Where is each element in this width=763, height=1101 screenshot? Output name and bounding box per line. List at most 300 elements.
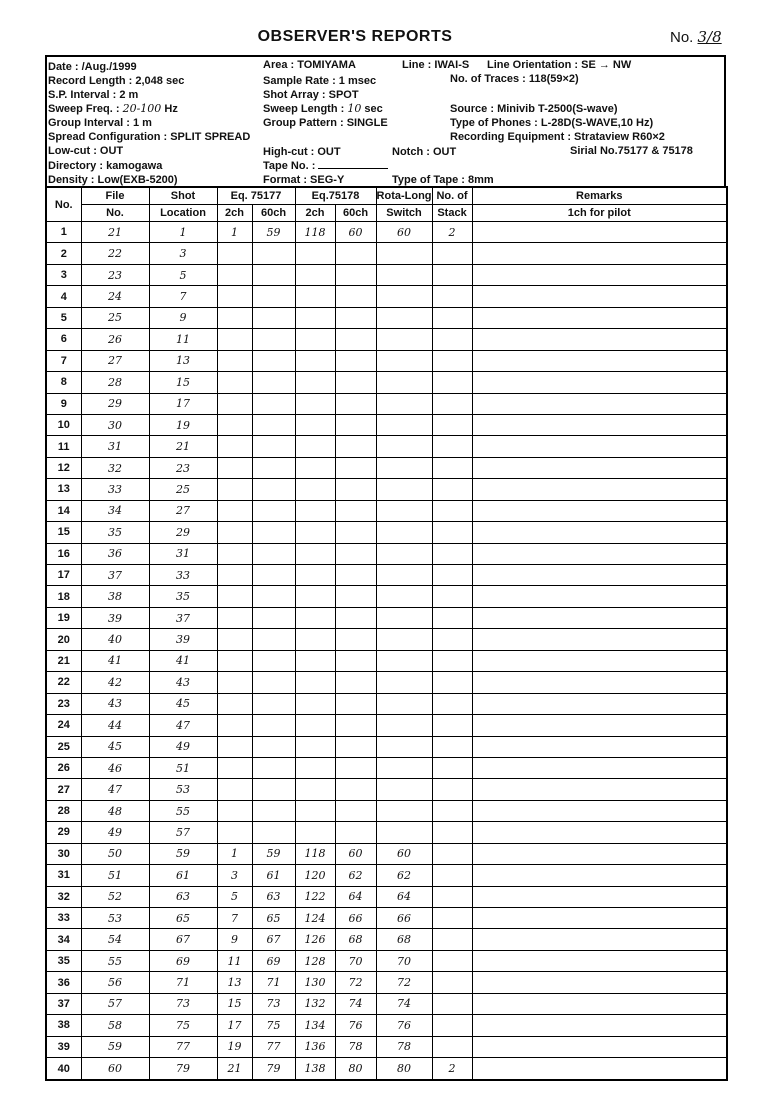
tape-no-label: Tape No. : (263, 160, 316, 172)
eq1-60ch-cell (252, 500, 295, 521)
row-number-cell: 22 (46, 672, 81, 693)
rota-switch-cell: 64 (376, 886, 432, 907)
low-cut-field: Low-cut : OUT (48, 145, 124, 157)
eq2-60ch-cell (335, 779, 376, 800)
eq1-60ch-cell (252, 436, 295, 457)
table-row (46, 436, 727, 457)
row-number-cell: 23 (46, 693, 81, 714)
rota-switch-cell: 80 (376, 1058, 432, 1080)
eq2-60ch-cell: 70 (335, 950, 376, 971)
eq2-2ch-cell (295, 393, 335, 414)
shot-location-cell: 53 (149, 779, 217, 800)
shot-location-cell: 77 (149, 1036, 217, 1057)
eq2-2ch-cell (295, 414, 335, 435)
table-row (46, 543, 727, 564)
tape-type-field: Type of Tape : 8mm (392, 174, 494, 186)
eq1-60ch-cell (252, 307, 295, 328)
table-row (46, 886, 727, 907)
shot-location-cell: 33 (149, 565, 217, 586)
row-number-cell: 31 (46, 865, 81, 886)
file-number-cell: 21 (81, 222, 149, 243)
eq2-2ch-cell (295, 329, 335, 350)
sample-rate-field: Sample Rate : 1 msec (263, 75, 377, 87)
eq2-2ch-cell (295, 307, 335, 328)
row-number-cell: 3 (46, 264, 81, 285)
eq1-2ch-cell: 5 (217, 886, 252, 907)
file-number-cell: 31 (81, 436, 149, 457)
file-number-cell: 54 (81, 929, 149, 950)
eq1-2ch-cell (217, 693, 252, 714)
stack-count-cell (432, 715, 472, 736)
eq2-60ch-cell: 72 (335, 972, 376, 993)
eq1-60ch-cell (252, 457, 295, 478)
source-field: Source : Minivib T-2500(S-wave) (450, 103, 618, 115)
rota-switch-cell (376, 565, 432, 586)
file-number-cell: 41 (81, 650, 149, 671)
stack-count-cell (432, 629, 472, 650)
eq2-60ch-cell (335, 822, 376, 843)
file-number-cell: 60 (81, 1058, 149, 1080)
table-row (46, 715, 727, 736)
sweep-freq-value: 20-100 (122, 102, 162, 115)
rota-switch-cell (376, 307, 432, 328)
eq2-2ch-cell (295, 779, 335, 800)
line-field: Line : IWAI-S (402, 59, 470, 71)
shot-location-cell: 1 (149, 222, 217, 243)
table-row (46, 629, 727, 650)
eq2-2ch-cell: 118 (295, 843, 335, 864)
table-row (46, 650, 727, 671)
eq2-60ch-cell (335, 757, 376, 778)
eq1-2ch-cell (217, 565, 252, 586)
remarks-cell (472, 672, 727, 693)
eq1-60ch-cell (252, 586, 295, 607)
stack-count-cell (432, 586, 472, 607)
row-number-cell: 38 (46, 1015, 81, 1036)
eq1-2ch-cell: 9 (217, 929, 252, 950)
rota-switch-cell (376, 736, 432, 757)
stack-count-cell (432, 886, 472, 907)
table-row (46, 286, 727, 307)
remarks-cell (472, 436, 727, 457)
shot-location-cell: 31 (149, 543, 217, 564)
row-number-cell: 18 (46, 586, 81, 607)
table-row (46, 307, 727, 328)
file-number-cell: 25 (81, 307, 149, 328)
table-row (46, 607, 727, 628)
shot-location-cell: 75 (149, 1015, 217, 1036)
rota-switch-cell (376, 715, 432, 736)
num-traces-field: No. of Traces : 118(59×2) (450, 73, 579, 85)
rota-switch-cell (376, 500, 432, 521)
eq1-60ch-cell (252, 822, 295, 843)
file-number-cell: 57 (81, 993, 149, 1014)
rota-switch-cell (376, 350, 432, 371)
sweep-freq-unit: Hz (164, 103, 178, 115)
stack-count-cell (432, 436, 472, 457)
eq1-2ch-cell (217, 264, 252, 285)
shot-location-cell: 45 (149, 693, 217, 714)
rota-switch-cell (376, 457, 432, 478)
sweep-length-value: 10 (347, 102, 362, 115)
row-number-cell: 8 (46, 372, 81, 393)
stack-count-cell (432, 1036, 472, 1057)
eq1-2ch-cell (217, 329, 252, 350)
shot-location-cell: 35 (149, 586, 217, 607)
shot-location-cell: 25 (149, 479, 217, 500)
eq1-60ch-cell (252, 607, 295, 628)
line-orientation-field: Line Orientation : SE → NW (487, 59, 632, 71)
format-field: Format : SEG-Y (263, 174, 345, 186)
table-row (46, 222, 727, 243)
group-interval-field: Group Interval : 1 m (48, 117, 152, 129)
table-row (46, 993, 727, 1014)
remarks-cell (472, 286, 727, 307)
eq2-2ch-cell: 132 (295, 993, 335, 1014)
eq2-60ch-cell (335, 264, 376, 285)
eq1-2ch-cell (217, 672, 252, 693)
page-title: OBSERVER'S REPORTS (257, 28, 453, 45)
shot-location-cell: 19 (149, 414, 217, 435)
table-row (46, 908, 727, 929)
sweep-freq-label: Sweep Freq. : (48, 103, 120, 115)
table-row (46, 1036, 727, 1057)
eq2-60ch-cell: 80 (335, 1058, 376, 1080)
eq2-2ch-cell (295, 607, 335, 628)
remarks-cell (472, 586, 727, 607)
eq1-2ch-cell (217, 779, 252, 800)
date-field: Date : /Aug./1999 (48, 61, 137, 73)
file-number-cell: 22 (81, 243, 149, 264)
stack-count-cell (432, 757, 472, 778)
remarks-cell (472, 1015, 727, 1036)
eq1-2ch-cell (217, 372, 252, 393)
stack-count-cell (432, 479, 472, 500)
remarks-cell (472, 822, 727, 843)
stack-count-cell (432, 865, 472, 886)
rota-switch-cell (376, 543, 432, 564)
file-number-cell: 43 (81, 693, 149, 714)
sweep-freq-field (48, 103, 178, 115)
rota-switch-cell (376, 393, 432, 414)
rota-switch-cell: 60 (376, 222, 432, 243)
shot-location-cell: 59 (149, 843, 217, 864)
eq1-2ch-cell: 17 (217, 1015, 252, 1036)
remarks-cell (472, 757, 727, 778)
eq2-2ch-cell (295, 822, 335, 843)
row-number-cell: 16 (46, 543, 81, 564)
file-number-cell: 23 (81, 264, 149, 285)
shot-location-cell: 43 (149, 672, 217, 693)
rota-switch-cell: 76 (376, 1015, 432, 1036)
document-number-value: 3/8 (697, 28, 722, 46)
table-row (46, 1015, 727, 1036)
remarks-cell (472, 222, 727, 243)
file-number-cell: 49 (81, 822, 149, 843)
file-number-cell: 50 (81, 843, 149, 864)
row-number-cell: 17 (46, 565, 81, 586)
sweep-length-label: Sweep Length : (263, 103, 345, 115)
eq1-60ch-cell (252, 522, 295, 543)
eq1-60ch-cell (252, 757, 295, 778)
density-field: Density : Low(EXB-5200) (48, 174, 178, 186)
table-row (46, 672, 727, 693)
stack-count-cell (432, 736, 472, 757)
row-number-cell: 35 (46, 950, 81, 971)
remarks-cell (472, 929, 727, 950)
table-row (46, 800, 727, 821)
shot-location-cell: 49 (149, 736, 217, 757)
high-cut-field: High-cut : OUT (263, 146, 341, 158)
shot-location-cell: 17 (149, 393, 217, 414)
eq1-2ch-cell (217, 393, 252, 414)
document-number-label: No. (670, 29, 694, 46)
stack-count-cell (432, 908, 472, 929)
shot-location-cell: 41 (149, 650, 217, 671)
remarks-cell (472, 843, 727, 864)
shot-location-cell: 23 (149, 457, 217, 478)
eq1-60ch-cell (252, 715, 295, 736)
eq1-60ch-cell (252, 479, 295, 500)
rota-switch-cell (376, 822, 432, 843)
stack-count-cell (432, 522, 472, 543)
eq1-60ch-cell: 67 (252, 929, 295, 950)
eq2-60ch-cell (335, 607, 376, 628)
row-number-cell: 14 (46, 500, 81, 521)
shot-location-cell: 29 (149, 522, 217, 543)
eq2-60ch-cell: 78 (335, 1036, 376, 1057)
row-number-cell: 33 (46, 908, 81, 929)
shot-location-cell: 37 (149, 607, 217, 628)
eq1-2ch-cell (217, 543, 252, 564)
rota-switch-cell (376, 243, 432, 264)
row-number-cell: 39 (46, 1036, 81, 1057)
eq1-60ch-cell (252, 243, 295, 264)
col-header-stack-count: Stack (432, 205, 472, 222)
rota-switch-cell (376, 757, 432, 778)
rota-switch-cell (376, 693, 432, 714)
eq1-60ch-cell (252, 672, 295, 693)
shot-location-cell: 5 (149, 264, 217, 285)
eq2-60ch-cell (335, 736, 376, 757)
table-row (46, 586, 727, 607)
eq1-60ch-cell (252, 414, 295, 435)
sweep-length-field (263, 103, 383, 115)
remarks-cell (472, 243, 727, 264)
eq2-2ch-cell (295, 650, 335, 671)
eq1-60ch-cell (252, 393, 295, 414)
eq2-60ch-cell (335, 436, 376, 457)
eq2-60ch-cell (335, 586, 376, 607)
file-number-cell: 44 (81, 715, 149, 736)
table-row (46, 843, 727, 864)
file-number-cell: 38 (81, 586, 149, 607)
table-row (46, 1058, 727, 1080)
shot-location-cell: 71 (149, 972, 217, 993)
eq1-2ch-cell (217, 715, 252, 736)
eq2-60ch-cell (335, 393, 376, 414)
eq1-2ch-cell (217, 414, 252, 435)
eq2-60ch-cell (335, 329, 376, 350)
stack-count-cell (432, 843, 472, 864)
eq1-2ch-cell: 7 (217, 908, 252, 929)
rota-switch-cell: 62 (376, 865, 432, 886)
stack-count-cell (432, 543, 472, 564)
shot-location-cell: 69 (149, 950, 217, 971)
col-header-eq1-60ch: 60ch (252, 205, 295, 222)
eq1-2ch-cell (217, 436, 252, 457)
shot-location-cell: 7 (149, 286, 217, 307)
stack-count-cell (432, 822, 472, 843)
shot-location-cell: 39 (149, 629, 217, 650)
eq2-2ch-cell (295, 800, 335, 821)
row-number-cell: 34 (46, 929, 81, 950)
table-row (46, 479, 727, 500)
eq2-2ch-cell: 130 (295, 972, 335, 993)
eq2-60ch-cell (335, 543, 376, 564)
eq2-2ch-cell (295, 715, 335, 736)
eq1-2ch-cell (217, 629, 252, 650)
shot-location-cell: 73 (149, 993, 217, 1014)
file-number-cell: 55 (81, 950, 149, 971)
row-number-cell: 7 (46, 350, 81, 371)
row-number-cell: 13 (46, 479, 81, 500)
shot-location-cell: 15 (149, 372, 217, 393)
eq1-60ch-cell (252, 286, 295, 307)
table-header-row (46, 187, 727, 205)
row-number-cell: 27 (46, 779, 81, 800)
remarks-cell (472, 1036, 727, 1057)
eq1-60ch-cell (252, 372, 295, 393)
row-number-cell: 37 (46, 993, 81, 1014)
rota-switch-cell: 74 (376, 993, 432, 1014)
eq2-2ch-cell (295, 264, 335, 285)
eq1-60ch-cell: 69 (252, 950, 295, 971)
document-number (670, 28, 722, 46)
area-field: Area : TOMIYAMA (263, 59, 356, 71)
eq2-60ch-cell: 66 (335, 908, 376, 929)
file-number-cell: 53 (81, 908, 149, 929)
row-number-cell: 12 (46, 457, 81, 478)
eq1-2ch-cell: 11 (217, 950, 252, 971)
remarks-cell (472, 479, 727, 500)
remarks-cell (472, 565, 727, 586)
remarks-cell (472, 414, 727, 435)
eq2-2ch-cell (295, 436, 335, 457)
rota-switch-cell (376, 436, 432, 457)
eq1-2ch-cell (217, 243, 252, 264)
shot-location-cell: 65 (149, 908, 217, 929)
shot-location-cell: 21 (149, 436, 217, 457)
shot-location-cell: 47 (149, 715, 217, 736)
remarks-cell (472, 372, 727, 393)
table-row (46, 736, 727, 757)
row-number-cell: 40 (46, 1058, 81, 1080)
eq2-60ch-cell (335, 672, 376, 693)
table-row (46, 243, 727, 264)
row-number-cell: 25 (46, 736, 81, 757)
eq2-2ch-cell: 126 (295, 929, 335, 950)
row-number-cell: 10 (46, 414, 81, 435)
eq2-2ch-cell (295, 586, 335, 607)
serial-field: Sirial No.75177 & 75178 (570, 145, 693, 157)
eq2-2ch-cell (295, 672, 335, 693)
shot-location-cell: 11 (149, 329, 217, 350)
stack-count-cell (432, 393, 472, 414)
eq1-60ch-cell (252, 565, 295, 586)
remarks-cell (472, 736, 727, 757)
eq1-2ch-cell (217, 800, 252, 821)
eq1-60ch-cell: 61 (252, 865, 295, 886)
remarks-cell (472, 715, 727, 736)
shot-location-cell: 9 (149, 307, 217, 328)
rota-switch-cell (376, 629, 432, 650)
file-number-cell: 59 (81, 1036, 149, 1057)
eq2-2ch-cell (295, 372, 335, 393)
eq1-60ch-cell: 71 (252, 972, 295, 993)
file-number-cell: 26 (81, 329, 149, 350)
file-number-cell: 48 (81, 800, 149, 821)
eq2-2ch-cell: 120 (295, 865, 335, 886)
table-row (46, 329, 727, 350)
stack-count-cell (432, 329, 472, 350)
remarks-cell (472, 972, 727, 993)
file-number-cell: 39 (81, 607, 149, 628)
eq2-60ch-cell (335, 350, 376, 371)
eq1-2ch-cell (217, 286, 252, 307)
eq2-60ch-cell: 62 (335, 865, 376, 886)
remarks-cell (472, 522, 727, 543)
remarks-cell (472, 993, 727, 1014)
row-number-cell: 11 (46, 436, 81, 457)
table-row (46, 393, 727, 414)
remarks-cell (472, 307, 727, 328)
eq2-2ch-cell (295, 286, 335, 307)
eq1-2ch-cell (217, 457, 252, 478)
rota-switch-cell (376, 286, 432, 307)
col-header-shot-location: Location (149, 205, 217, 222)
remarks-cell (472, 693, 727, 714)
eq2-60ch-cell (335, 372, 376, 393)
eq1-60ch-cell (252, 264, 295, 285)
remarks-cell (472, 779, 727, 800)
rota-switch-cell (376, 329, 432, 350)
stack-count-cell (432, 286, 472, 307)
eq2-60ch-cell (335, 286, 376, 307)
eq2-2ch-cell: 118 (295, 222, 335, 243)
table-row (46, 972, 727, 993)
eq1-2ch-cell: 15 (217, 993, 252, 1014)
eq1-60ch-cell (252, 650, 295, 671)
table-subheader-row (46, 205, 727, 222)
row-number-cell: 2 (46, 243, 81, 264)
eq1-2ch-cell (217, 822, 252, 843)
col-header-eq1-2ch: 2ch (217, 205, 252, 222)
shot-location-cell: 55 (149, 800, 217, 821)
shot-location-cell: 67 (149, 929, 217, 950)
table-row (46, 500, 727, 521)
table-row (46, 264, 727, 285)
tape-no-field (263, 160, 388, 172)
remarks-cell (472, 629, 727, 650)
eq2-2ch-cell (295, 543, 335, 564)
file-number-cell: 37 (81, 565, 149, 586)
record-length-field: Record Length : 2,048 sec (48, 75, 185, 87)
remarks-cell (472, 350, 727, 371)
row-number-cell: 28 (46, 800, 81, 821)
eq2-2ch-cell (295, 693, 335, 714)
eq1-2ch-cell (217, 586, 252, 607)
